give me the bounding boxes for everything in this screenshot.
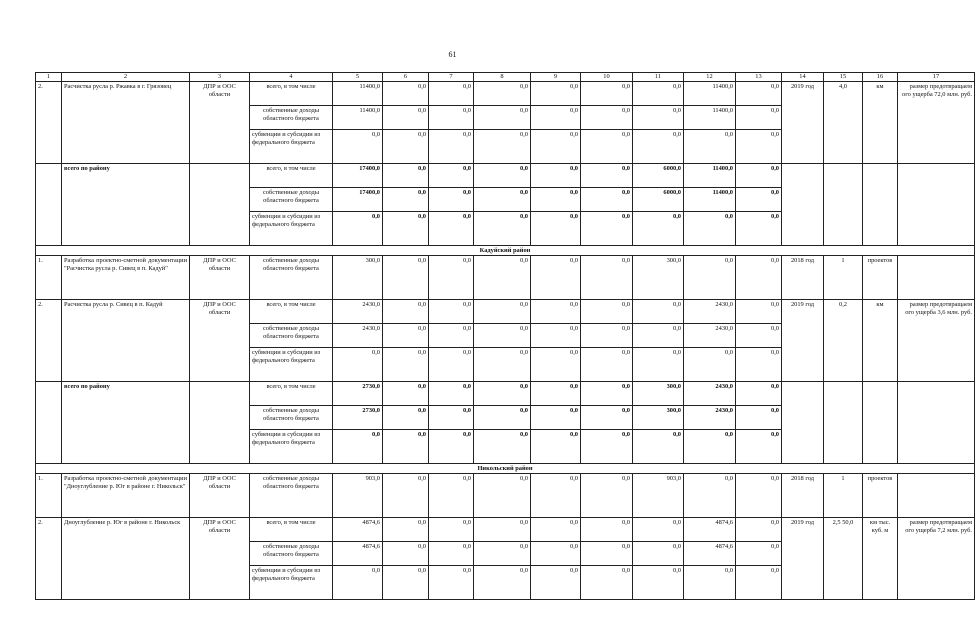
item-name: Разработка проектно-сметной документации "Дноуглубление р. Юг в районе г. Никольск" bbox=[62, 474, 190, 518]
value-cell: 0,0 bbox=[383, 430, 429, 464]
value-cell: 300,0 bbox=[633, 256, 684, 300]
quantity: 4,0 bbox=[824, 82, 863, 164]
column-number: 12 bbox=[684, 73, 736, 82]
executor: ДПР и ООС области bbox=[190, 82, 250, 164]
table-row bbox=[36, 474, 975, 518]
value-cell: 0,0 bbox=[383, 382, 429, 406]
value-cell: 0,0 bbox=[429, 324, 474, 348]
empty-cell bbox=[824, 382, 863, 464]
value-cell: 2430,0 bbox=[684, 300, 736, 324]
value-cell: 0,0 bbox=[333, 566, 383, 600]
value-cell: 0,0 bbox=[383, 130, 429, 164]
table-row bbox=[36, 256, 975, 300]
value-cell: 0,0 bbox=[531, 430, 581, 464]
value-cell: 0,0 bbox=[581, 348, 633, 382]
value-cell: 0,0 bbox=[531, 256, 581, 300]
value-cell: 0,0 bbox=[333, 212, 383, 246]
value-cell: 11400,0 bbox=[684, 164, 736, 188]
value-cell: 0,0 bbox=[581, 542, 633, 566]
column-number: 2 bbox=[62, 73, 190, 82]
value-cell: 0,0 bbox=[474, 82, 531, 106]
value-cell: 0,0 bbox=[633, 542, 684, 566]
district-heading: Кадуйский район bbox=[36, 246, 975, 256]
table-row bbox=[36, 300, 975, 324]
value-cell: 0,0 bbox=[474, 382, 531, 406]
funding-type: всего, в том числе bbox=[250, 300, 333, 324]
item-name: Расчистка русла р. Сивец в п. Кадуй bbox=[62, 300, 190, 382]
value-cell: 0,0 bbox=[633, 430, 684, 464]
value-cell: 0,0 bbox=[736, 406, 782, 430]
funding-type: всего, в том числе bbox=[250, 82, 333, 106]
value-cell: 0,0 bbox=[633, 82, 684, 106]
value-cell: 6000,0 bbox=[633, 188, 684, 212]
quantity: 0,2 bbox=[824, 300, 863, 382]
value-cell: 0,0 bbox=[581, 130, 633, 164]
year: 2019 год bbox=[782, 518, 824, 600]
value-cell: 0,0 bbox=[736, 566, 782, 600]
value-cell: 0,0 bbox=[684, 474, 736, 518]
value-cell: 0,0 bbox=[531, 382, 581, 406]
value-cell: 0,0 bbox=[531, 566, 581, 600]
column-number: 7 bbox=[429, 73, 474, 82]
value-cell: 2730,0 bbox=[333, 382, 383, 406]
item-number: 2. bbox=[36, 518, 62, 600]
value-cell: 0,0 bbox=[736, 188, 782, 212]
value-cell: 0,0 bbox=[736, 256, 782, 300]
item-name: Разработка проектно-сметной документации "Расчистка русла р. Сивец в п. Кадуй" bbox=[62, 256, 190, 300]
column-number: 9 bbox=[531, 73, 581, 82]
value-cell: 0,0 bbox=[429, 188, 474, 212]
value-cell: 0,0 bbox=[383, 256, 429, 300]
value-cell: 0,0 bbox=[684, 566, 736, 600]
value-cell: 0,0 bbox=[429, 348, 474, 382]
executor: ДПР и ООС области bbox=[190, 474, 250, 518]
value-cell: 0,0 bbox=[383, 542, 429, 566]
column-number: 11 bbox=[633, 73, 684, 82]
funding-type: собственные доходы областного бюджета bbox=[250, 406, 333, 430]
value-cell: 0,0 bbox=[429, 430, 474, 464]
table-row bbox=[36, 82, 975, 106]
value-cell: 0,0 bbox=[531, 82, 581, 106]
district-total-label: всего по району bbox=[62, 164, 190, 246]
executor: ДПР и ООС области bbox=[190, 518, 250, 600]
value-cell: 2430,0 bbox=[333, 324, 383, 348]
year: 2018 год bbox=[782, 474, 824, 518]
value-cell: 0,0 bbox=[531, 130, 581, 164]
value-cell: 0,0 bbox=[474, 542, 531, 566]
funding-type: собственные доходы областного бюджета bbox=[250, 256, 333, 300]
empty-cell bbox=[782, 382, 824, 464]
value-cell: 0,0 bbox=[633, 348, 684, 382]
table-row bbox=[36, 73, 975, 82]
empty-cell bbox=[824, 164, 863, 246]
value-cell: 0,0 bbox=[581, 518, 633, 542]
funding-type: субвенции и субсидии из федерального бюджета bbox=[250, 348, 333, 382]
value-cell: 4874,6 bbox=[684, 518, 736, 542]
value-cell: 0,0 bbox=[736, 106, 782, 130]
funding-type: собственные доходы областного бюджета bbox=[250, 474, 333, 518]
unit: км тыс. куб. м bbox=[863, 518, 898, 600]
value-cell: 0,0 bbox=[581, 106, 633, 130]
value-cell: 0,0 bbox=[474, 106, 531, 130]
value-cell: 0,0 bbox=[531, 474, 581, 518]
value-cell: 0,0 bbox=[474, 188, 531, 212]
empty-cell bbox=[190, 164, 250, 246]
value-cell: 0,0 bbox=[684, 212, 736, 246]
funding-type: субвенции и субсидии из федерального бюджета bbox=[250, 566, 333, 600]
value-cell: 0,0 bbox=[736, 430, 782, 464]
unit: проектов bbox=[863, 474, 898, 518]
executor: ДПР и ООС области bbox=[190, 256, 250, 300]
value-cell: 0,0 bbox=[736, 348, 782, 382]
column-number: 8 bbox=[474, 73, 531, 82]
note: размер предотвращаем ого ущерба 72,0 млн. руб. bbox=[898, 82, 975, 164]
value-cell: 0,0 bbox=[581, 188, 633, 212]
note: размер предотвращаем ого ущерба 7,2 млн. руб. bbox=[898, 518, 975, 600]
unit: проектов bbox=[863, 256, 898, 300]
quantity: 1 bbox=[824, 256, 863, 300]
year: 2019 год bbox=[782, 300, 824, 382]
column-number: 6 bbox=[383, 73, 429, 82]
value-cell: 0,0 bbox=[429, 406, 474, 430]
value-cell: 0,0 bbox=[429, 474, 474, 518]
value-cell: 0,0 bbox=[581, 430, 633, 464]
column-number: 15 bbox=[824, 73, 863, 82]
value-cell: 0,0 bbox=[736, 130, 782, 164]
value-cell: 11400,0 bbox=[684, 106, 736, 130]
value-cell: 17400,0 bbox=[333, 188, 383, 212]
value-cell: 0,0 bbox=[333, 430, 383, 464]
value-cell: 0,0 bbox=[581, 300, 633, 324]
column-number: 4 bbox=[250, 73, 333, 82]
value-cell: 0,0 bbox=[684, 130, 736, 164]
value-cell: 0,0 bbox=[429, 300, 474, 324]
value-cell: 0,0 bbox=[429, 164, 474, 188]
column-number: 1 bbox=[36, 73, 62, 82]
value-cell: 0,0 bbox=[633, 518, 684, 542]
value-cell: 903,0 bbox=[333, 474, 383, 518]
note: размер предотвращаем ого ущерба 3,6 млн. руб. bbox=[898, 300, 975, 382]
value-cell: 0,0 bbox=[474, 566, 531, 600]
value-cell: 0,0 bbox=[736, 324, 782, 348]
value-cell: 0,0 bbox=[474, 130, 531, 164]
empty-cell bbox=[36, 382, 62, 464]
value-cell: 0,0 bbox=[531, 324, 581, 348]
quantity: 2,5 50,0 bbox=[824, 518, 863, 600]
value-cell: 0,0 bbox=[581, 324, 633, 348]
empty-cell bbox=[36, 164, 62, 246]
funding-type: собственные доходы областного бюджета bbox=[250, 542, 333, 566]
value-cell: 0,0 bbox=[736, 212, 782, 246]
value-cell: 2430,0 bbox=[684, 406, 736, 430]
value-cell: 0,0 bbox=[531, 406, 581, 430]
item-number: 2. bbox=[36, 300, 62, 382]
value-cell: 0,0 bbox=[429, 256, 474, 300]
item-number: 2. bbox=[36, 82, 62, 164]
value-cell: 2430,0 bbox=[684, 382, 736, 406]
value-cell: 2430,0 bbox=[684, 324, 736, 348]
funding-type: субвенции и субсидии из федерального бюджета bbox=[250, 212, 333, 246]
value-cell: 0,0 bbox=[581, 212, 633, 246]
value-cell: 0,0 bbox=[474, 300, 531, 324]
item-number: 1. bbox=[36, 474, 62, 518]
value-cell: 0,0 bbox=[429, 382, 474, 406]
executor: ДПР и ООС области bbox=[190, 300, 250, 382]
value-cell: 0,0 bbox=[474, 518, 531, 542]
funding-type: собственные доходы областного бюджета bbox=[250, 188, 333, 212]
value-cell: 0,0 bbox=[429, 106, 474, 130]
column-number: 3 bbox=[190, 73, 250, 82]
value-cell: 0,0 bbox=[383, 348, 429, 382]
funding-type: собственные доходы областного бюджета bbox=[250, 106, 333, 130]
value-cell: 0,0 bbox=[383, 518, 429, 542]
empty-cell bbox=[863, 164, 898, 246]
table-row bbox=[36, 164, 975, 188]
value-cell: 0,0 bbox=[474, 430, 531, 464]
value-cell: 2430,0 bbox=[333, 300, 383, 324]
value-cell: 0,0 bbox=[383, 212, 429, 246]
value-cell: 0,0 bbox=[633, 130, 684, 164]
item-number: 1. bbox=[36, 256, 62, 300]
value-cell: 4874,6 bbox=[333, 518, 383, 542]
value-cell: 300,0 bbox=[633, 406, 684, 430]
value-cell: 0,0 bbox=[736, 382, 782, 406]
year: 2019 год bbox=[782, 82, 824, 164]
value-cell: 0,0 bbox=[633, 324, 684, 348]
value-cell: 0,0 bbox=[474, 256, 531, 300]
value-cell: 6000,0 bbox=[633, 164, 684, 188]
value-cell: 0,0 bbox=[383, 406, 429, 430]
value-cell: 4874,6 bbox=[684, 542, 736, 566]
empty-cell bbox=[898, 382, 975, 464]
item-name: Дноуглубление р. Юг в районе г. Никольск bbox=[62, 518, 190, 600]
funding-type: собственные доходы областного бюджета bbox=[250, 324, 333, 348]
item-name: Расчистка русла р. Ржавка в г. Грязовец bbox=[62, 82, 190, 164]
value-cell: 0,0 bbox=[429, 566, 474, 600]
value-cell: 0,0 bbox=[531, 348, 581, 382]
value-cell: 0,0 bbox=[736, 518, 782, 542]
value-cell: 17400,0 bbox=[333, 164, 383, 188]
value-cell: 0,0 bbox=[429, 130, 474, 164]
value-cell: 0,0 bbox=[383, 566, 429, 600]
district-total-label: всего по району bbox=[62, 382, 190, 464]
value-cell: 0,0 bbox=[736, 474, 782, 518]
value-cell: 0,0 bbox=[684, 256, 736, 300]
value-cell: 0,0 bbox=[474, 474, 531, 518]
note bbox=[898, 474, 975, 518]
column-number: 16 bbox=[863, 73, 898, 82]
value-cell: 0,0 bbox=[581, 164, 633, 188]
empty-cell bbox=[782, 164, 824, 246]
value-cell: 0,0 bbox=[684, 348, 736, 382]
value-cell: 0,0 bbox=[333, 130, 383, 164]
value-cell: 2730,0 bbox=[333, 406, 383, 430]
value-cell: 0,0 bbox=[581, 474, 633, 518]
value-cell: 11400,0 bbox=[684, 82, 736, 106]
program-table bbox=[35, 72, 975, 600]
value-cell: 0,0 bbox=[429, 542, 474, 566]
value-cell: 903,0 bbox=[633, 474, 684, 518]
value-cell: 0,0 bbox=[581, 406, 633, 430]
funding-type: всего, в том числе bbox=[250, 164, 333, 188]
table-row bbox=[36, 382, 975, 406]
funding-type: субвенции и субсидии из федерального бюджета bbox=[250, 430, 333, 464]
value-cell: 0,0 bbox=[383, 188, 429, 212]
value-cell: 0,0 bbox=[531, 212, 581, 246]
value-cell: 0,0 bbox=[581, 256, 633, 300]
value-cell: 0,0 bbox=[531, 300, 581, 324]
value-cell: 0,0 bbox=[429, 212, 474, 246]
value-cell: 0,0 bbox=[531, 106, 581, 130]
value-cell: 0,0 bbox=[684, 430, 736, 464]
value-cell: 0,0 bbox=[581, 82, 633, 106]
value-cell: 0,0 bbox=[474, 212, 531, 246]
value-cell: 0,0 bbox=[633, 566, 684, 600]
value-cell: 4874,6 bbox=[333, 542, 383, 566]
value-cell: 0,0 bbox=[429, 82, 474, 106]
year: 2018 год bbox=[782, 256, 824, 300]
table-row bbox=[36, 246, 975, 256]
value-cell: 300,0 bbox=[633, 382, 684, 406]
district-heading: Никольский район bbox=[36, 464, 975, 474]
value-cell: 0,0 bbox=[531, 164, 581, 188]
value-cell: 0,0 bbox=[333, 348, 383, 382]
value-cell: 11400,0 bbox=[333, 82, 383, 106]
value-cell: 0,0 bbox=[531, 542, 581, 566]
column-number: 14 bbox=[782, 73, 824, 82]
value-cell: 0,0 bbox=[531, 188, 581, 212]
unit: км bbox=[863, 82, 898, 164]
unit: км bbox=[863, 300, 898, 382]
value-cell: 0,0 bbox=[474, 324, 531, 348]
column-number: 13 bbox=[736, 73, 782, 82]
value-cell: 0,0 bbox=[383, 164, 429, 188]
value-cell: 0,0 bbox=[383, 82, 429, 106]
value-cell: 0,0 bbox=[633, 300, 684, 324]
funding-type: всего, в том числе bbox=[250, 382, 333, 406]
empty-cell bbox=[863, 382, 898, 464]
column-number: 10 bbox=[581, 73, 633, 82]
value-cell: 0,0 bbox=[429, 518, 474, 542]
funding-type: всего, в том числе bbox=[250, 518, 333, 542]
value-cell: 0,0 bbox=[736, 82, 782, 106]
value-cell: 0,0 bbox=[581, 566, 633, 600]
quantity: 1 bbox=[824, 474, 863, 518]
page-number: 61 bbox=[448, 50, 457, 59]
value-cell: 0,0 bbox=[383, 106, 429, 130]
value-cell: 0,0 bbox=[383, 324, 429, 348]
value-cell: 0,0 bbox=[633, 106, 684, 130]
table-row bbox=[36, 518, 975, 542]
value-cell: 0,0 bbox=[736, 300, 782, 324]
value-cell: 0,0 bbox=[531, 518, 581, 542]
value-cell: 0,0 bbox=[474, 406, 531, 430]
value-cell: 0,0 bbox=[736, 164, 782, 188]
empty-cell bbox=[898, 164, 975, 246]
value-cell: 0,0 bbox=[474, 164, 531, 188]
value-cell: 0,0 bbox=[383, 474, 429, 518]
value-cell: 0,0 bbox=[736, 542, 782, 566]
value-cell: 300,0 bbox=[333, 256, 383, 300]
column-number: 17 bbox=[898, 73, 975, 82]
value-cell: 11400,0 bbox=[684, 188, 736, 212]
value-cell: 0,0 bbox=[383, 300, 429, 324]
value-cell: 11400,0 bbox=[333, 106, 383, 130]
value-cell: 0,0 bbox=[581, 382, 633, 406]
note bbox=[898, 256, 975, 300]
table-row bbox=[36, 464, 975, 474]
value-cell: 0,0 bbox=[633, 212, 684, 246]
funding-type: субвенции и субсидии из федерального бюджета bbox=[250, 130, 333, 164]
value-cell: 0,0 bbox=[474, 348, 531, 382]
column-number: 5 bbox=[333, 73, 383, 82]
empty-cell bbox=[190, 382, 250, 464]
